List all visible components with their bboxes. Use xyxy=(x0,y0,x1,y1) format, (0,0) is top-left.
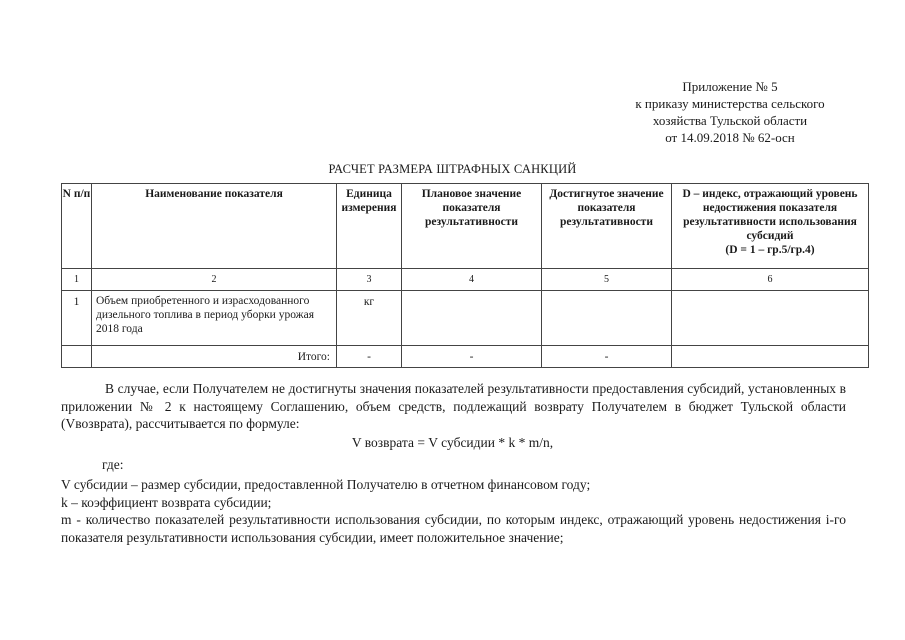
total-planned: - xyxy=(402,346,542,368)
total-d-value xyxy=(672,346,869,368)
row-planned xyxy=(402,291,542,346)
appendix-order-ref: к приказу министерства сельского xyxy=(635,96,825,111)
header-achieved: Достигнутое значение показателя результативности xyxy=(542,184,672,269)
definition-v: V субсидии – размер субсидии, предоставленной Получателю в отчетном финансовом году; xyxy=(61,477,591,492)
column-number: 5 xyxy=(542,269,672,291)
header-num: N п/п xyxy=(62,184,92,269)
refund-formula: V возврата = V субсидии * k * m/n, xyxy=(351,435,554,450)
header-indicator: Наименование показателя xyxy=(92,184,337,269)
total-unit: - xyxy=(337,346,402,368)
row-unit: кг xyxy=(337,291,402,346)
total-achieved: - xyxy=(542,346,672,368)
row-num: 1 xyxy=(62,291,92,346)
header-d-index-text: D – индекс, отражающий уровень недостижения показателя результативности использования субсидий xyxy=(682,188,858,242)
appendix-date-number: от 14.09.2018 № 62-осн xyxy=(665,130,795,145)
row-indicator: Объем приобретенного и израсходованного дизельного топлива в период уборки урожая 2018 года xyxy=(92,291,337,346)
where-label: где: xyxy=(102,457,124,472)
appendix-title: Приложение № 5 xyxy=(682,79,778,94)
table-row xyxy=(62,291,869,346)
total-num-cell xyxy=(62,346,92,368)
appendix-header xyxy=(600,78,860,146)
document-title: РАСЧЕТ РАЗМЕРА ШТРАФНЫХ САНКЦИЙ xyxy=(328,162,577,176)
column-number: 3 xyxy=(337,269,402,291)
total-label: Итого: xyxy=(92,346,337,368)
table-header-row xyxy=(62,184,869,269)
sanctions-table xyxy=(61,183,869,368)
column-number: 2 xyxy=(92,269,337,291)
paragraph-refund-condition: В случае, если Получателем не достигнуты значения показателей результативности предоставления субсидий, установленных в приложении № 2 к настоящему Соглашению, объем средств, подлежащий возврату Получателем в бюджет Тульской области (Vвозврата), рассчитывается по формуле: xyxy=(61,381,846,431)
column-number: 6 xyxy=(672,269,869,291)
row-achieved xyxy=(542,291,672,346)
header-planned: Плановое значение показателя результативности xyxy=(402,184,542,269)
header-d-formula: (D = 1 – гр.5/гр.4) xyxy=(725,244,815,256)
column-number-row xyxy=(62,269,869,291)
row-d-value xyxy=(672,291,869,346)
header-d-index xyxy=(672,184,869,269)
appendix-ministry: хозяйства Тульской области xyxy=(652,113,808,128)
column-number: 1 xyxy=(62,269,92,291)
definitions xyxy=(61,476,846,546)
definition-m: m - количество показателей результативности использования субсидии, по которым индекс, отражающий уровень недостижения i-го показателя результативности использования субсидии, имеет положительное значение; xyxy=(61,512,846,545)
total-row xyxy=(62,346,869,368)
header-unit: Единица измерения xyxy=(337,184,402,269)
definition-k: k – коэффициент возврата субсидии; xyxy=(61,494,272,510)
column-number: 4 xyxy=(402,269,542,291)
